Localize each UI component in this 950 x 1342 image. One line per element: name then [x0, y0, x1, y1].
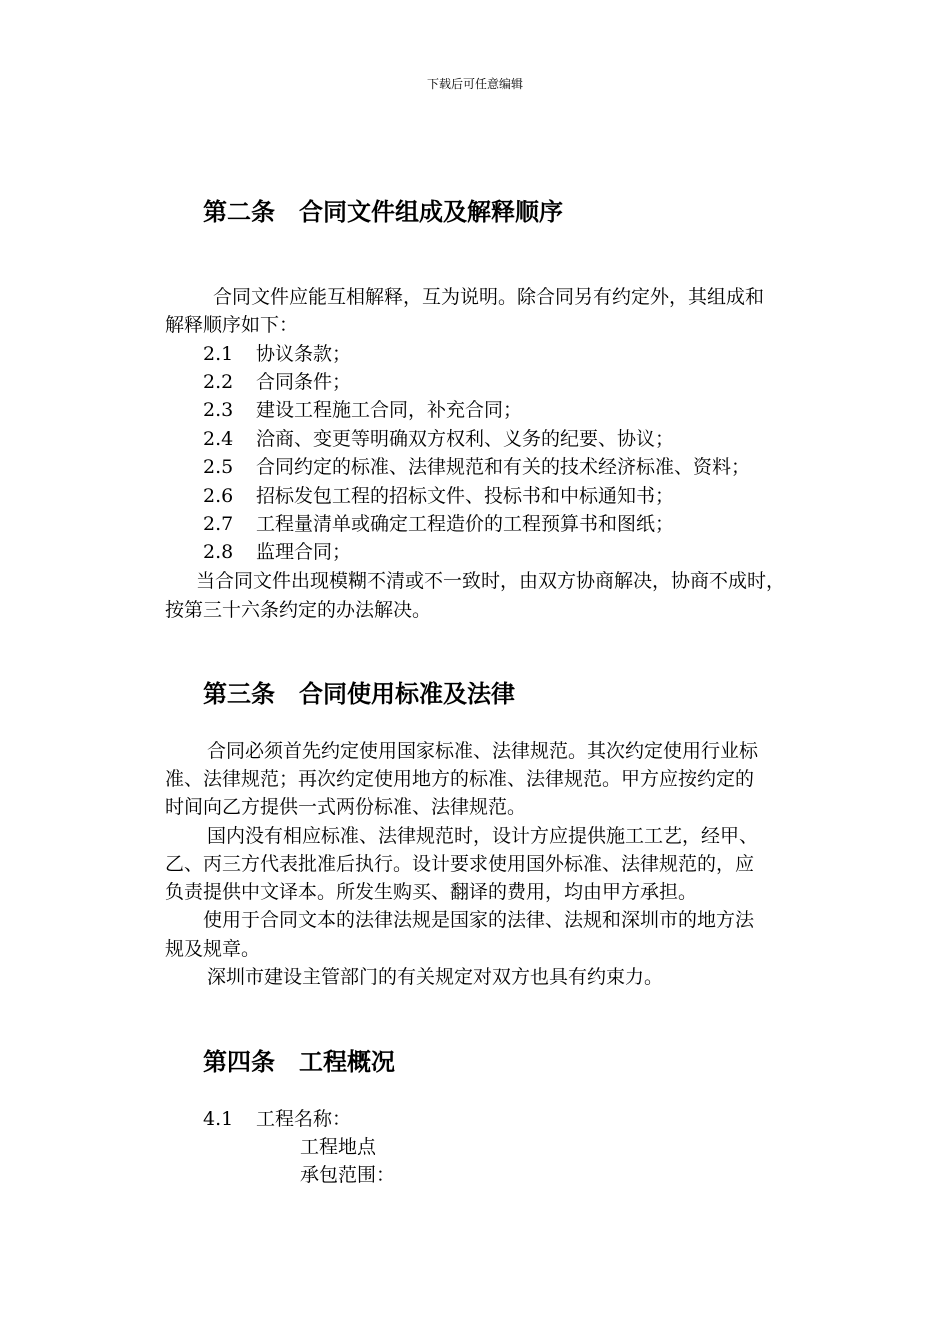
list-item	[203, 538, 351, 566]
list-item-text: 招标发包工程的招标文件、投标书和中标通知书；	[256, 485, 675, 507]
list-item-text: 工程量清单或确定工程造价的工程预算书和图纸；	[256, 513, 675, 535]
list-item-number: 2.5	[203, 456, 234, 478]
section-4-sub-scope: 承包范围：	[300, 1164, 396, 1186]
section-2-heading: 第二条 合同文件组成及解释顺序	[203, 198, 563, 226]
section-3-p4-line-1: 深圳市建设主管部门的有关规定对双方也具有约束力。	[207, 966, 664, 988]
list-item-text: 监理合同；	[256, 541, 352, 563]
list-item-number: 2.8	[203, 541, 234, 563]
list-item-number: 2.4	[203, 428, 234, 450]
list-item	[203, 396, 522, 424]
list-item-text: 洽商、变更等明确双方权利、义务的纪要、协议；	[256, 428, 675, 450]
section-3-p3-line-1: 使用于合同文本的法律法规是国家的法律、法规和深圳市的地方法	[203, 909, 755, 931]
list-item-text: 合同条件；	[256, 371, 352, 393]
page-header: 下载后可任意编辑	[426, 77, 523, 91]
section-3-p1-line-1: 合同必须首先约定使用国家标准、法律规范。其次约定使用行业标	[207, 740, 759, 762]
list-item-number: 2.2	[203, 371, 234, 393]
list-item-number: 2.1	[203, 343, 234, 365]
list-item	[203, 425, 674, 453]
section-2-intro-line-1: 合同文件应能互相解释，互为说明。除合同另有约定外，其组成和	[213, 286, 765, 308]
section-3-heading: 第三条 合同使用标准及法律	[203, 680, 515, 708]
section-2-intro-line-2: 解释顺序如下：	[165, 314, 299, 336]
section-4-sub-location: 工程地点	[300, 1136, 377, 1158]
section-3-p3-line-2: 规及规章。	[165, 938, 261, 960]
section-3-p2-line-3: 负责提供中文译本。所发生购买、翻译的费用，均由甲方承担。	[165, 881, 698, 903]
list-item-text: 建设工程施工合同，补充合同；	[256, 399, 523, 421]
section-3-p1-line-3: 时间向乙方提供一式两份标准、法律规范。	[165, 796, 527, 818]
section-2-closing-line-1: 当合同文件出现模糊不清或不一致时，由双方协商解决，协商不成时，	[196, 570, 786, 592]
list-item-number: 2.6	[203, 485, 234, 507]
list-item	[203, 510, 674, 538]
section-3-p2-line-2: 乙、丙三方代表批准后执行。设计要求使用国外标准、法律规范的，应	[165, 853, 755, 875]
list-item	[203, 368, 351, 396]
list-item-text: 合同约定的标准、法律规范和有关的技术经济标准、资料；	[256, 456, 751, 478]
list-item	[203, 340, 351, 368]
section-3-p2-line-1: 国内没有相应标准、法律规范时，设计方应提供施工工艺，经甲、	[207, 825, 759, 847]
section-4-item-number: 4.1	[203, 1108, 234, 1130]
list-item-number: 2.3	[203, 399, 234, 421]
list-item-number: 2.7	[203, 513, 234, 535]
list-item	[203, 482, 674, 510]
list-item-text: 协议条款；	[256, 343, 352, 365]
list-item	[203, 453, 750, 481]
section-4-item-label: 工程名称：	[256, 1108, 352, 1130]
section-4-item	[203, 1105, 351, 1133]
section-2-closing-line-2: 按第三十六条约定的办法解决。	[165, 599, 432, 621]
section-3-p1-line-2: 准、法律规范；再次约定使用地方的标准、法律规范。甲方应按约定的	[165, 768, 755, 790]
section-4-heading: 第四条 工程概况	[203, 1048, 395, 1076]
